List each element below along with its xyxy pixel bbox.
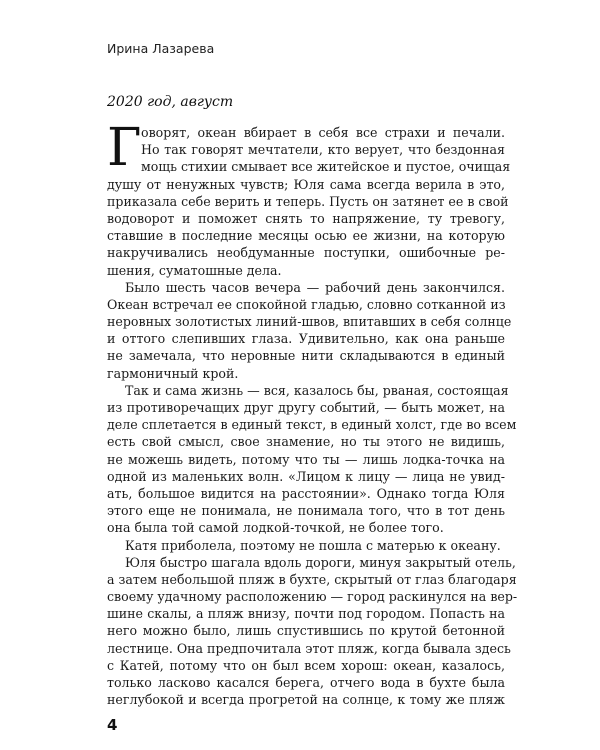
text-line: она была той самой лодкой-точкой, не более того. xyxy=(107,520,444,536)
text-line: мощь стихии смывает все житейское и пустое, очищая xyxy=(141,159,511,175)
text-line: Юля быстро шагала вдоль дороги, минуя закрытый отель, xyxy=(125,554,516,570)
text-line: неглубокой и всегда прогретой на солнце, к тому же пляж xyxy=(107,692,505,708)
text-line: Катя приболела, поэтому не пошла с матерью к океану. xyxy=(125,537,501,553)
chapter-date: 2020 год, август xyxy=(107,94,234,110)
text-line: гармоничный крой. xyxy=(107,365,239,381)
text-line: и оттого слепивших глаза. Удивительно, как она раньше xyxy=(107,331,505,347)
text-line: накручивались необдуманные поступки, ошибочные ре- xyxy=(107,245,505,261)
text-line: шения, суматошные дела. xyxy=(107,262,282,278)
text-line: неровных золотистых линий-швов, впитавших в себя солнце xyxy=(107,314,512,330)
text-line: него можно было, лишь спустившись по крутой бетонной xyxy=(107,623,505,639)
text-line: а затем небольшой пляж в бухте, скрытый от глаз благодаря xyxy=(107,571,517,587)
text-line: из противоречащих друг другу событий, — быть может, на xyxy=(107,400,505,415)
text-line: душу от ненужных чувств; Юля сама всегда верила в это, xyxy=(107,176,505,192)
text-line: есть свой смысл, свое знамение, но ты этого не видишь, xyxy=(107,434,505,450)
text-line: Океан встречал ее спокойной гладью, словно сотканной из xyxy=(107,296,506,312)
page-number: 4 xyxy=(107,716,118,734)
text-line: с Катей, потому что он был всем хорош: океан, казалось, xyxy=(107,657,505,673)
text-line: оворят, океан вбирает в себя все страхи и печали. xyxy=(141,125,505,140)
drop-cap: Г xyxy=(107,118,142,178)
text-line: деле сплетается в единый текст, в единый холст, где во всем xyxy=(107,417,517,433)
text-line: водоворот и поможет снять то напряжение, ту тревогу, xyxy=(107,210,505,226)
running-head-author: Ирина Лазарева xyxy=(107,41,215,56)
text-line: не замечала, что неровные нити складываются в единый xyxy=(107,348,505,364)
text-line: только ласково касался берега, отчего вода в бухте была xyxy=(107,675,505,690)
text-line: Но так говорят мечтатели, кто верует, что бездонная xyxy=(141,142,505,158)
text-line: шине скалы, а пляж внизу, почти под городом. Попасть на xyxy=(107,606,505,622)
text-line: Было шесть часов вечера — рабочий день закончился. xyxy=(125,279,505,295)
text-line: своему удачному расположению — город раскинулся на вер- xyxy=(107,589,518,605)
text-line: ать, большое видится на расстоянии». Однако тогда Юля xyxy=(107,485,505,501)
text-line: Так и сама жизнь — вся, казалось бы, рваная, состоящая xyxy=(125,382,509,398)
text-line: приказала себе верить и теперь. Пусть он затянет ее в свой xyxy=(107,193,509,209)
text-line: ставшие в последние месяцы осью ее жизни, на которую xyxy=(107,228,505,244)
text-line: одной из маленьких волн. «Лицом к лицу — лица не увид- xyxy=(107,468,505,484)
text-line: этого еще не понимала, не понимала того, что в тот день xyxy=(107,503,505,519)
text-line: лестнице. Она предпочитала этот пляж, когда бывала здесь xyxy=(107,640,511,656)
body-text xyxy=(107,118,518,708)
text-line: не можешь видеть, потому что ты — лишь лодка-точка на xyxy=(107,451,505,467)
